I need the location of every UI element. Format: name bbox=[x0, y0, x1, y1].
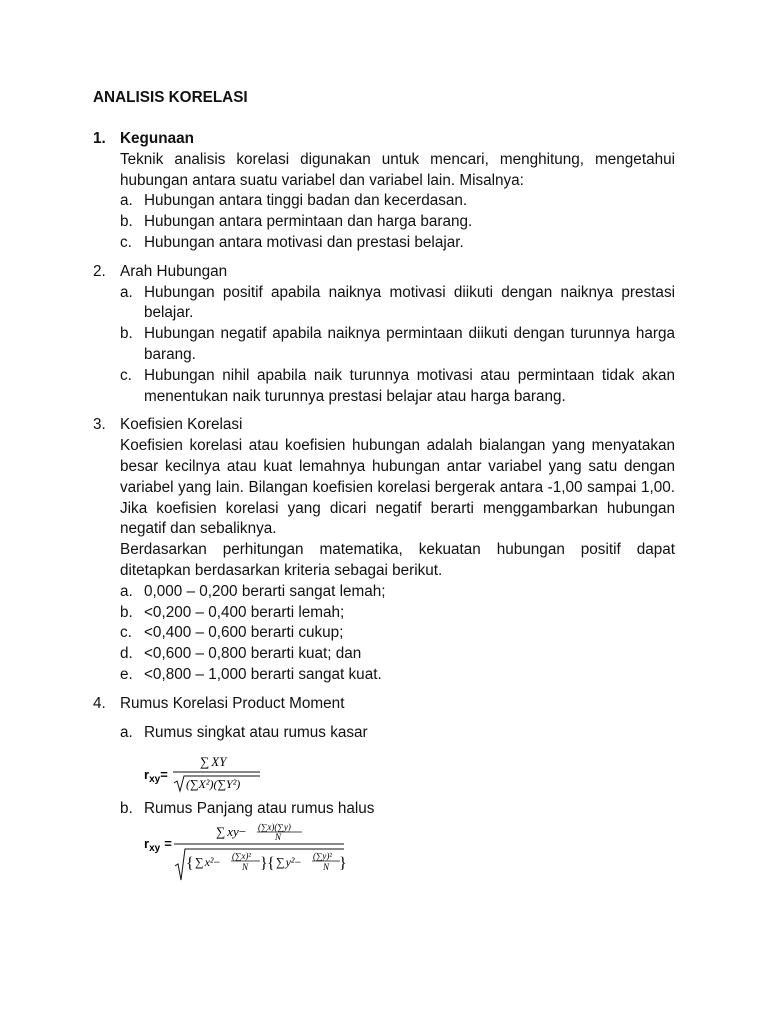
list-item: c. Hubungan antara motivasi dan prestasi belajar. bbox=[120, 233, 464, 251]
right-brace: } bbox=[339, 855, 347, 873]
left-brace: { bbox=[186, 855, 194, 873]
formula-long-svg bbox=[120, 822, 360, 884]
left-brace: { bbox=[267, 855, 275, 873]
section-arah-hubungan bbox=[93, 262, 675, 408]
list-item: a. Hubungan positif apabila naiknya motivasi diikuti dengan naiknya prestasi belajar. bbox=[120, 283, 675, 322]
list-item: c. <0,400 – 0,600 berarti cukup; bbox=[120, 624, 344, 642]
formula-denominator: (∑X²)(∑Y²) bbox=[186, 777, 241, 792]
list-item: a. Hubungan antara tinggi badan dan kecerdasan. bbox=[120, 192, 468, 210]
section-number: 2. bbox=[93, 262, 106, 280]
list-item: c. Hubungan nihil apabila naik turunnya motivasi atau permintaan tidak akan menentukan naik turunnya prestasi belajar atau harga barang. bbox=[120, 366, 675, 405]
formula-denominator-left: ∑x²− bbox=[195, 855, 221, 870]
formula-denominator-frac-top: (∑y)² bbox=[313, 851, 333, 862]
formula-denominator-right: ∑y²− bbox=[276, 855, 302, 870]
list-item: a. 0,000 – 0,200 berarti sangat lemah; bbox=[120, 582, 386, 600]
section-heading: Rumus Korelasi Product Moment bbox=[120, 694, 345, 712]
section-heading: Arah Hubungan bbox=[120, 262, 228, 280]
list-item: b. Hubungan negatif apabila naiknya permintaan diikuti dengan turunnya harga barang. bbox=[120, 325, 675, 363]
list-item: b. Hubungan antara permintaan dan harga barang. bbox=[120, 213, 473, 231]
section-heading: Kegunaan bbox=[120, 130, 194, 147]
formula-denominator-frac-bottom: N bbox=[323, 862, 330, 873]
section-number: 1. bbox=[93, 130, 106, 147]
section-koefisien-korelasi bbox=[93, 415, 675, 685]
formula-inner-denominator: N bbox=[275, 832, 282, 843]
section-heading: Koefisien Korelasi bbox=[120, 416, 243, 434]
section-rumus-korelasi bbox=[93, 694, 675, 884]
section-number: 3. bbox=[93, 416, 106, 434]
formula-numerator: ∑ XY bbox=[200, 754, 227, 770]
formula-denominator-frac-top: (∑x)² bbox=[232, 851, 252, 862]
section-paragraph: Teknik analisis korelasi digunakan untuk mencari, menghitung, mengetahui hubungan antara suatu variabel dan variabel lain. Misalnya: bbox=[120, 150, 675, 189]
right-brace: } bbox=[260, 855, 268, 873]
formula-heading: a. Rumus singkat atau rumus kasar bbox=[120, 723, 368, 741]
formula-lhs: $r_{xy}$ = bbox=[144, 836, 172, 855]
section-kegunaan bbox=[93, 129, 675, 254]
section-paragraph: Koefisien korelasi atau koefisien hubungan adalah bialangan yang menyatakan besar kecilnya atau kuat lemahnya hubungan antar variabel yang satu dengan variabel yang lain. Bilangan koefisien korelasi bergerak antara -1,00 sampai 1,00. Jika koefisien korelasi yang dicari negatif berarti menggambarkan hubungan negatif dan sebaliknya. bbox=[120, 437, 675, 538]
formula-short-svg bbox=[120, 749, 320, 795]
list-item: d. <0,600 – 0,800 berarti kuat; dan bbox=[120, 645, 362, 663]
formula-inner-numerator: (∑x)(∑y) bbox=[258, 822, 291, 833]
formula-heading: b. Rumus Panjang atau rumus halus bbox=[120, 800, 375, 818]
formula-numerator: ∑ xy− bbox=[216, 824, 247, 840]
formula-long bbox=[120, 822, 675, 884]
section-paragraph: Berdasarkan perhitungan matematika, kekuatan hubungan positif dapat ditetapkan berdasarkan kriteria sebagai berikut. bbox=[120, 541, 675, 579]
formula-lhs: $r_{xy}=$ bbox=[144, 767, 168, 786]
document-title: ANALISIS KORELASI bbox=[93, 89, 248, 106]
formula-short bbox=[120, 749, 675, 795]
formula-denominator-frac-bottom: N bbox=[242, 862, 249, 873]
list-item: b. <0,200 – 0,400 berarti lemah; bbox=[120, 603, 345, 621]
list-item: e. <0,800 – 1,000 berarti sangat kuat. bbox=[120, 665, 382, 683]
document-content bbox=[93, 88, 675, 884]
section-number: 4. bbox=[93, 694, 106, 712]
